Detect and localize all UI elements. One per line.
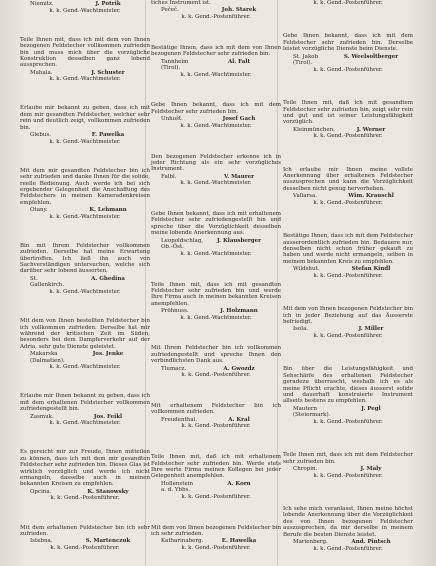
signature-name: V. Maurer xyxy=(223,173,255,180)
testimonial-entry xyxy=(20,168,150,221)
signature-line xyxy=(151,7,281,14)
signature-name: A. Korn xyxy=(227,480,251,487)
testimonial-entry xyxy=(283,366,413,425)
signature-name: Stefan Kindl xyxy=(351,266,391,273)
signature-place: Tannheim (Tirol). xyxy=(161,58,189,72)
signature-rank: k. k. Gend.-Postenführer. xyxy=(181,493,251,500)
testimonial-entry xyxy=(151,403,281,430)
signature-rank: k. k. Gend.-Wachtmeister. xyxy=(49,138,121,145)
signature-place: St. Jakob (Tirol). xyxy=(293,53,319,67)
signature-place: Opcina. xyxy=(30,488,52,495)
testimonial-text: Erlaube mir Ihnen bekannt zu geben, dass ich mit dem erhaltenen Feldstecher vollkommen zufriedengestellt bin. xyxy=(20,393,150,413)
signature-name: K. Stanowsky xyxy=(87,488,129,495)
signature-rank: k. k. Gend.-Postenführer. xyxy=(313,133,383,140)
signature-place: Unhošť. xyxy=(161,116,183,123)
signature-name: J. Werner xyxy=(356,126,386,133)
signature-place: Kleinmünchen. xyxy=(293,126,335,133)
testimonial-text: Mit dem erhaltenen Feldstecher bin ich sehr zufrieden. xyxy=(20,524,150,537)
signature-rank: k. k. Gend.-Postenführer. xyxy=(313,418,383,425)
signature-line xyxy=(20,489,150,496)
signature-place: Pröhnuss. xyxy=(161,308,189,315)
signature-place: Niemitz. xyxy=(30,1,54,7)
signature-rank: k. k. Gend.-Postenführer. xyxy=(313,333,383,339)
signature-line xyxy=(283,266,413,273)
signature-name: S. Weelsoltberger xyxy=(343,53,399,60)
testimonial-text: Gebe Ihnen bekannt, dass ich mit dem Feldstecher sehr zufrieden bin. xyxy=(151,102,281,115)
testimonial-entry xyxy=(151,154,281,187)
testimonial-entry xyxy=(151,282,281,322)
signature-place: Istebna. xyxy=(30,538,53,545)
testimonial-entry xyxy=(20,1,150,14)
signature-name: K. Lehmann xyxy=(89,207,127,214)
testimonial-text: Mit dem mir gesandten Feldstecher bin ich sehr zufrieden und danke Ihnen für die solide, reelle Bedienung. Auch werde ich bei sich ergebender Gelegenheit die Anschaffung des Feldstechers in meinen Kameradenkreisen empfehlen. xyxy=(20,167,150,206)
signature-line xyxy=(283,54,413,67)
signature-name: And. Pintsch xyxy=(351,539,391,546)
testimonial-text: Bin mit Ihrem Feldstecher vollkommen zufrieden. Derselbe hat meine Erwartung übertroffen. Ich ließ ihn auch von Sachverständigen untersuchen, welche sich darüber sehr lobend äusserten. xyxy=(20,242,150,275)
signature-place: Wildshut. xyxy=(293,266,320,273)
testimonial-entry xyxy=(283,506,413,552)
signature-place: Falbl. xyxy=(161,173,177,180)
signature-name: F. Pawelka xyxy=(91,132,125,139)
testimonial-text: Bestätige Ihnen, dass ich mit dem Feldstecher ausserordentlich zufrieden bin. Bedauere nur, denselben nicht schon früher gekauft zu haben und werde nicht ermangeln, selben in meinem bekannten Kreis zu empfehlen. xyxy=(283,233,413,265)
signature-rank: k. k. Gend.-Postenführer. xyxy=(313,545,383,552)
testimonial-text: Gebe Ihnen bekannt, dass ich mit erhaltenem Feldstecher sehr zufriedengestellt bin und spreche über die Vorzüglichkeit desselben meine lobende Anerkennung aus. xyxy=(151,211,281,237)
signature-rank: k. k. Gend.-Postenführer. xyxy=(181,14,251,20)
signature-place: Hollenstein a. d. Ybbs. xyxy=(161,480,194,494)
testimonial-text: Ich erlaube mir Ihnen meine vollste Anerkennung über erhaltenen Feldstecher auszusprechen und kann die Vorzüglichkeit desselben nicht genug hervorheben. xyxy=(283,166,413,192)
signature-place: Mautern (Steiermark). xyxy=(293,405,331,419)
signature-name: A. Ghedina xyxy=(91,275,125,282)
signature-rank: k. k. Gend.-Wachtmeister. xyxy=(180,122,252,129)
signature-place: Tlumacz. xyxy=(161,365,187,372)
testimonial-entry xyxy=(283,233,413,279)
signature-name: Al. Falt xyxy=(228,58,250,65)
signature-rank: k. k. Gend.-Postenführer. xyxy=(50,544,120,551)
signature-line xyxy=(20,538,150,545)
testimonial-text: Teile Ihnen mit, dass ich mit dem von Ihnen bezogenen Feldstecher vollkommen zufrieden bin und muss mich über die vorzügliche Konstruktion desselben ganz lobend aussprechen. xyxy=(20,36,150,69)
signature-place: St. Gallenkirch. xyxy=(30,275,65,289)
signature-rank: k. k. Gend.-Wachtmeister. xyxy=(49,420,121,427)
testimonial-entry xyxy=(20,318,150,371)
testimonial-entry xyxy=(151,102,281,129)
testimonial-entry xyxy=(283,306,413,339)
testimonial-entry xyxy=(283,452,413,479)
text-column-left xyxy=(20,0,150,566)
signature-name: Josef Gach xyxy=(222,116,256,123)
signature-name: J. Klausberger xyxy=(216,237,262,244)
signature-rank: k. k. Gend.-Postenführer. xyxy=(313,199,383,206)
signature-rank: k. k. Gend.-Postenführer. xyxy=(181,372,251,379)
signature-rank: k. k. Gend.-Wachtmeister. xyxy=(180,314,252,321)
signature-line xyxy=(20,207,150,214)
testimonial-text: Teile Ihnen mit, daß ich mit gesandtem Feldstecher sehr zufrieden bin, zeigt sehr rein und gut und ist seiner Leistungsfähigkeit vorzüglich. xyxy=(283,100,413,126)
testimonial-text: Bestätige Ihnen, dass ich mit dem von Ihnen bezogenen Feldstecher sehr zufrieden bin. xyxy=(151,44,281,58)
signature-line xyxy=(283,127,413,134)
signature-name: A. Gwozdz xyxy=(223,365,255,372)
signature-line xyxy=(151,116,281,123)
signature-line xyxy=(20,70,150,77)
signature-rank: k. k. Gend.-Postenführer. xyxy=(181,545,251,552)
testimonial-entry xyxy=(151,0,281,21)
signature-name: J. Pegl xyxy=(361,405,381,412)
testimonial-text: Bin über die Leistungsfähigkeit und Sehschärfe des erhaltenen Feldstecher geradezu überrascht, weshalb ich es als meine Pflicht erachte, dieses äusserst solide und dauerhaft konstruierte Instrument allseits bestens zu empfehlen. xyxy=(283,366,413,405)
testimonial-entry xyxy=(151,45,281,79)
testimonial-text: Es gereicht mir zur Freude, Ihnen mitteilen zu können, dass ich mit dem mir gesandten Feldstecher sehr zufrieden bin. Dieses Glas ist wirklich vorzüglich und werde ich nicht ermangeln, dasselbe auch in meinen bekannten Kreisen zu empfehlen. xyxy=(20,449,150,488)
signature-name: J. Maly xyxy=(360,466,382,473)
signature-place: Mahala. xyxy=(30,69,53,76)
signature-name: S. Martenczuk xyxy=(85,538,131,545)
signature-rank: k. k. Gend.-Postenführer. xyxy=(50,495,120,502)
signature-rank: k. k. Gend.-Wachtmeister. xyxy=(180,180,252,187)
signature-place: Chropin. xyxy=(293,466,318,473)
signature-name: J. Miller xyxy=(358,326,384,333)
signature-place: Vallarsa. xyxy=(293,193,318,200)
signature-line xyxy=(151,308,281,315)
signature-name: Jos. Feikl xyxy=(93,413,123,420)
testimonial-text: Mit Ihrem Feldstecher bin ich vollkommen zufriedengestellt und spreche Ihnen den verbindlichsten Dank aus. xyxy=(151,345,281,365)
signature-line xyxy=(283,326,413,333)
testimonial-entry xyxy=(151,211,281,257)
signature-line xyxy=(151,174,281,181)
signature-place: Freudenthal. xyxy=(161,416,198,423)
signature-name: Jos. Jenke xyxy=(92,351,124,358)
signature-place: Pečeč. xyxy=(161,7,179,14)
testimonial-entry xyxy=(20,525,150,552)
testimonial-entry xyxy=(151,345,281,378)
signature-line xyxy=(151,417,281,424)
testimonial-text: Mit dem von Ihnen bezogenen Feldstecher bin ich in jeder Beziehung auf das Äusserste befriedigt. xyxy=(283,306,413,325)
signature-place: Makarska (Dalmatien). xyxy=(30,351,65,364)
signature-rank: k. k. Gend.-Wachtmeister. xyxy=(180,250,252,257)
testimonial-entry xyxy=(151,525,281,552)
testimonial-text: Den bezogenen Feldstecher erkenne ich in jeder Richtung als ein sehr vorzügliches Instrument. xyxy=(151,153,281,173)
signature-name: J. Schuster xyxy=(91,69,125,76)
signature-name: J. Potrik xyxy=(95,1,121,7)
signature-rank: k. k. Gend.-Wachtmeister. xyxy=(49,7,121,14)
testimonial-text: Gebe Ihnen bekannt, dass ich mit dem Feldstecher sehr zufrieden bin. Derselbe leistet vorzügliche Dienste beim Dienste. xyxy=(283,33,413,53)
signature-line xyxy=(151,538,281,545)
testimonial-entry xyxy=(283,100,413,140)
text-column-right xyxy=(283,0,413,566)
text-column-middle xyxy=(151,0,281,566)
signature-rank: k. k. Gend.-Wachtmeister. xyxy=(49,213,121,220)
testimonial-text: Teile Ihnen mit, dass ich mit gesandten Feldstecher sehr zufrieden bin und werde Ihre Firma auch in meinen bekannten Kreisen anempfehlen. xyxy=(151,281,281,307)
signature-name: Wim. Krauschl xyxy=(348,193,394,200)
signature-line xyxy=(20,132,150,139)
signature-rank: k. k. Gend.-Postenführer. xyxy=(181,423,251,430)
signature-line xyxy=(151,366,281,373)
signature-name: Joh. Starek xyxy=(221,7,257,14)
signature-line xyxy=(20,276,150,289)
signature-line xyxy=(20,351,150,364)
signature-line xyxy=(151,59,281,72)
testimonial-entry xyxy=(20,449,150,502)
testimonial-entry xyxy=(151,454,281,500)
signature-rank: k. k. Gend.-Postenführer. xyxy=(313,272,383,279)
signature-rank: k. k. Gend.-Postenführer. xyxy=(313,472,383,479)
testimonial-text: tiches Instrument ist. xyxy=(151,0,211,6)
testimonial-text: Mit erhaltenem Feldstecher bin ich vollkommen zufrieden. xyxy=(151,402,281,416)
signature-name: J. Holzmann xyxy=(220,308,258,315)
testimonial-text: Mit dem von Ihnen bezogenen Feldstecher bin ich sehr zufrieden. xyxy=(151,524,281,538)
signature-line xyxy=(283,539,413,546)
testimonial-entry xyxy=(283,0,413,7)
signature-place: Otany. xyxy=(30,207,48,214)
signature-rank: k. k. Gend.-Postenführer. xyxy=(313,66,383,73)
testimonial-entry xyxy=(20,105,150,145)
testimonial-entry xyxy=(283,167,413,207)
testimonial-text: Erlaube mir bekannt zu geben, dass ich mit dem mir gesandten Feldstecher, welcher sehr rein und deutlich zeigt, vollkommen zufrieden bin. xyxy=(20,105,150,131)
signature-place: Marienberg. xyxy=(293,539,328,546)
signature-place: Katharinaberg. xyxy=(161,538,204,545)
signature-line xyxy=(283,193,413,200)
signature-rank: k. k. Gend.-Wachtmeister. xyxy=(49,76,121,83)
signature-rank: k. k. Gend.-Wachtmeister. xyxy=(49,289,121,296)
testimonial-text: Teile Ihnen mit, dass ich mit dem Feldstecher sehr zufrieden bin. xyxy=(283,452,413,465)
signature-line xyxy=(20,1,150,8)
signature-place: Leopoldschlag, Ob.-Öst. xyxy=(161,237,204,251)
signature-line xyxy=(151,238,281,251)
signature-line xyxy=(283,466,413,473)
testimonial-text: Mit dem von Ihnen bestellten Feldstecher bin ich vollkommen zufrieden. Derselbe hat mir während der kritischen Zeit im Süden, besonders bei dem Dampferverkehr auf der Adria, sehr gute Dienste geleistet. xyxy=(20,318,150,350)
signature-line xyxy=(283,406,413,419)
signature-name: E. Hawelka xyxy=(221,538,257,545)
signature-rank: k. k. Gend.-Postenführer. xyxy=(313,0,383,6)
signature-rank: k. k. Gend.-Wachtmeister. xyxy=(49,364,121,371)
signature-name: A. Kral xyxy=(228,416,250,423)
testimonial-text: Teile Ihnen mit, daß ich mit erhaltenem Feldstecher sehr zufrieden bin. Werde stets Ihre werte Firma meinen Kollegen bei jeder Gelegenheit anempfehlen. xyxy=(151,454,281,480)
signature-place: Zasmuk. xyxy=(30,413,54,420)
signature-place: Glebus. xyxy=(30,132,52,139)
testimonial-entry xyxy=(20,243,150,296)
signature-line xyxy=(20,414,150,421)
testimonial-text: Ich sehe mich veranlasst, Ihnen meine höchst lobende Anerkennung über die Vorzüglichkeit des von Ihnen bezogenen Feldstecher auszusprechen, da mir derselbe in meinem Berufe die besten Dienste leistet. xyxy=(283,506,413,538)
testimonial-entry xyxy=(20,37,150,83)
testimonial-entry xyxy=(20,393,150,426)
signature-rank: k. k. Gend.-Wachtmeister. xyxy=(180,71,252,78)
signature-line xyxy=(151,481,281,494)
signature-place: Isola. xyxy=(293,326,309,333)
testimonial-entry xyxy=(283,33,413,73)
